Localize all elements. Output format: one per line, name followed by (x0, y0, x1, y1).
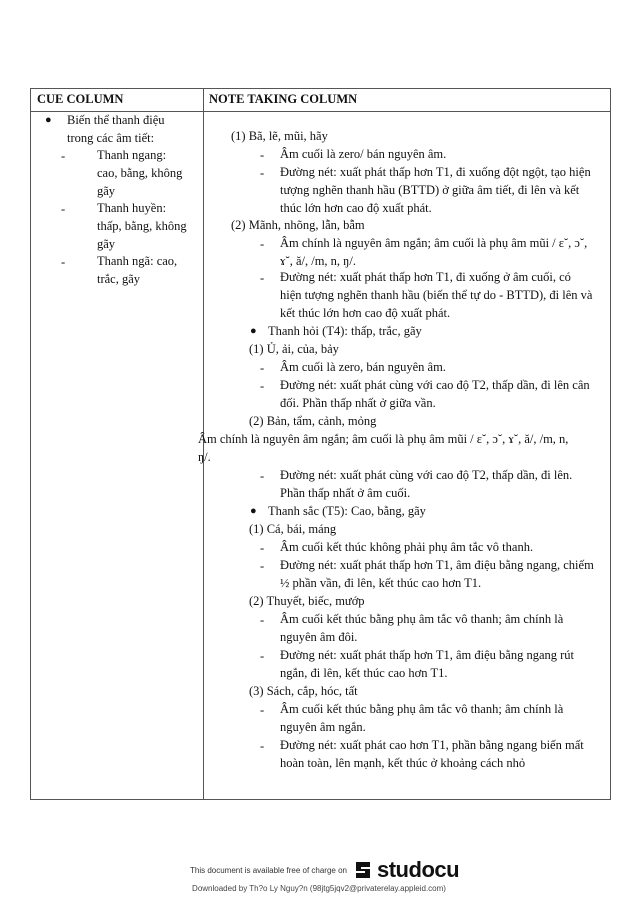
download-notice: Downloaded by Th?o Ly Nguy?n (98jtg5jqv2@privaterelay.appleid.com) (192, 884, 446, 893)
note-line: nguyên âm ngắn. (280, 720, 366, 734)
cue-item-line: trắc, gãy (97, 272, 141, 286)
note-line: ngắn, đi lên, kết thúc cao hơn T1. (280, 666, 448, 680)
note-line: nguyên âm đôi. (280, 630, 358, 644)
note-line: Âm cuối là zero/ bán nguyên âm. (280, 147, 447, 161)
note-line: kết thúc lớn hơn cao độ xuất phát. (280, 306, 451, 320)
dash-icon: - (260, 148, 265, 162)
note-line: Đường nét: xuất phát thấp hơn T1, âm điệu bằng ngang, chiếm (280, 558, 594, 572)
note-line: ɤ˘, ă/, /m, n, ŋ/. (280, 254, 356, 268)
studocu-brand-text: studocu (377, 857, 460, 882)
dash-icon: - (260, 379, 265, 393)
note-line: Đường nét: xuất phát thấp hơn T1, đi xuống ở âm cuối, có (280, 270, 571, 284)
note-line: (1) Ủ, ải, của, bảy (249, 342, 339, 356)
cue-item-line: Thanh ngã: cao, (97, 254, 178, 268)
note-line: Đường nét: xuất phát cao hơn T1, phần bằng ngang biến mất (280, 738, 584, 752)
note-line: tượng nghẽn thanh hầu (BTTD) ở giữa âm tiết, đi lên và kết (280, 183, 580, 197)
note-line: (1) Cá, bái, máng (249, 522, 337, 536)
note-column-header: NOTE TAKING COLUMN (209, 92, 358, 106)
note-line: (2) Mãnh, nhõng, lẫn, bẫm (231, 218, 365, 232)
table-header-row (31, 89, 610, 112)
note-line: Đường nét: xuất phát cùng với cao độ T2, thấp dần, đi lên cân (280, 378, 590, 392)
cue-column-header: CUE COLUMN (37, 92, 124, 106)
cue-item-line: Thanh ngang: (97, 148, 167, 162)
cue-item-line: cao, bằng, không (97, 166, 183, 180)
dash-icon: - (260, 271, 265, 285)
cue-main-line2: trong các âm tiết: (67, 131, 155, 145)
cue-item-line: Thanh huyền: (97, 201, 167, 215)
cue-item-line: thấp, bằng, không (97, 219, 187, 233)
dash-icon: - (61, 255, 66, 269)
dash-icon: - (260, 361, 265, 375)
note-line: (2) Thuyết, biếc, mướp (249, 594, 365, 608)
note-line: Phần thấp nhất ở âm cuối. (280, 486, 411, 500)
note-line: hiện tượng nghẽn thanh hầu (biến thể tự do - BTTD), đi lên và (280, 288, 593, 302)
dash-icon: - (61, 149, 66, 163)
dash-icon: - (260, 613, 265, 627)
dash-icon: - (260, 541, 265, 555)
cue-main-line1: Biến thể thanh điệu (67, 113, 165, 127)
dash-icon: - (260, 649, 265, 663)
note-line: Âm cuối là zero, bán nguyên âm. (280, 360, 446, 374)
note-line: Âm cuối kết thúc không phải phụ âm tắc vô thanh. (280, 540, 534, 554)
note-line: hoàn toàn, lên mạnh, kết thúc ở khoảng cách nhỏ (280, 756, 526, 770)
dash-icon: - (260, 739, 265, 753)
note-line: ½ phần vần, đi lên, kết thúc cao hơn T1. (280, 576, 482, 590)
availability-notice: This document is available free of charge on (190, 866, 347, 875)
dash-icon: - (260, 237, 265, 251)
note-line: Đường nét: xuất phát thấp hơn T1, đi xuống đột ngột, tạo hiện (280, 165, 591, 179)
dash-icon: - (260, 703, 265, 717)
dash-icon: - (260, 166, 265, 180)
note-line: Âm chính là nguyên âm ngắn; âm cuối là phụ âm mũi / ɛ˘, ɔ˘, (280, 236, 588, 250)
bullet-icon: ● (250, 505, 257, 517)
studocu-logo-icon (352, 858, 374, 882)
note-line: (1) Bã, lẽ, mũi, hãy (231, 129, 328, 143)
note-line: Đường nét: xuất phát thấp hơn T1, âm điệu bằng ngang rút (280, 648, 575, 662)
cornell-notes-table (30, 88, 611, 800)
note-line: (2) Bản, tẩm, cảnh, mỏng (249, 414, 377, 428)
bullet-icon: ● (45, 114, 52, 126)
note-line: Thanh sắc (T5): Cao, bằng, gãy (268, 504, 426, 518)
note-line: Âm cuối kết thúc bằng phụ âm tắc vô thanh; âm chính là (280, 612, 564, 626)
dash-icon: - (260, 559, 265, 573)
note-line: Âm cuối kết thúc bằng phụ âm tắc vô thanh; âm chính là (280, 702, 564, 716)
dash-icon: - (260, 469, 265, 483)
dash-icon: - (61, 202, 66, 216)
bullet-icon: ● (250, 325, 257, 337)
note-line: đối. Phần thấp nhất ở giữa vần. (280, 396, 436, 410)
note-line: Thanh hỏi (T4): thấp, trắc, gãy (268, 324, 422, 338)
cue-item-line: gãy (97, 237, 116, 251)
note-line: Âm chính là nguyên âm ngắn; âm cuối là phụ âm mũi / ɛ˘, ɔ˘, ɤ˘, ă/, /m, n, (198, 432, 569, 446)
cue-item-line: gãy (97, 184, 116, 198)
note-line: thúc lớn hơn cao độ xuất phát. (280, 201, 432, 215)
note-line: Đường nét: xuất phát cùng với cao độ T2, thấp dần, đi lên. (280, 468, 573, 482)
note-line: ŋ/. (198, 450, 211, 464)
studocu-logo[interactable] (352, 856, 459, 884)
note-line: (3) Sách, cắp, hóc, tất (249, 684, 358, 698)
